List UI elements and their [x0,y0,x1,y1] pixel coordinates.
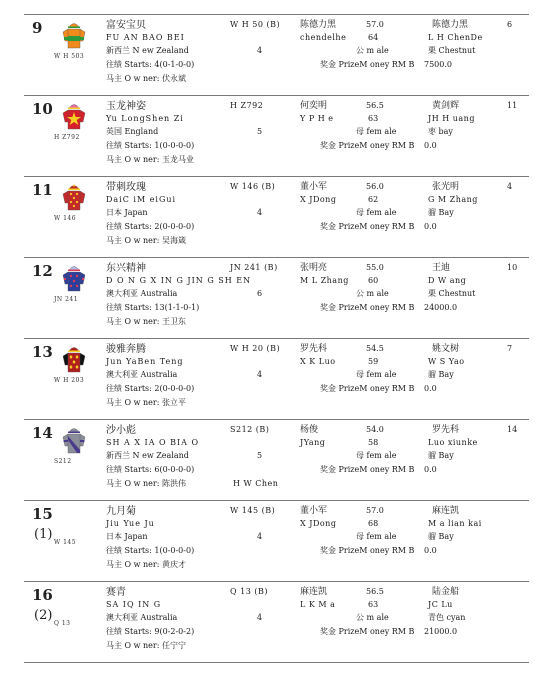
horse-brand: W 146 (B) [230,182,276,191]
jockey-name-cn: 杨俊 [300,425,319,435]
horse-entry [24,500,529,581]
horse-name-cn: 带刺玫瑰 [106,182,146,193]
horse-sex: 公 m ale [356,46,389,55]
horse-colour: 骝 Bay [428,208,454,217]
jockey-name-en: JYang [300,438,326,447]
horse-sex: 公 m ale [356,289,389,298]
horse-name-pinyin: Yu LongShen Zi [106,114,184,123]
horse-brand: Q 13 (B) [230,587,268,596]
horse-number: 16 [32,586,53,604]
jockey-name-cn: 张明亮 [300,263,328,273]
jockey-silks-icon [60,343,88,373]
carried-weight: 55.0 [366,263,384,272]
horse-code: Q 13 [54,620,71,627]
trainer-name-cn: 陆金船 [432,587,460,597]
barrier-draw: 11 [507,101,518,110]
horse-code: H Z792 [54,134,80,141]
jockey-name-en: Y P H e [300,114,334,123]
prize-label: 奖金 PrizeM oney RM B [320,141,415,150]
horse-name-cn: 玉龙神姿 [106,101,146,112]
horse-country: 新西兰 N ew Zealand [106,46,189,55]
horse-country: 日本 Japan [106,208,148,217]
horse-age: 4 [257,613,263,622]
jockey-name-en: X JDong [300,519,337,528]
horse-name-cn: 骏雅奔腾 [106,344,146,355]
horse-name-cn: 富安宝贝 [106,20,146,31]
prize-label: 奖金 PrizeM oney RM B [320,384,415,393]
carried-weight: 56.5 [366,587,384,596]
prize-money: 21000.0 [424,627,458,636]
prize-label: 奖金 PrizeM oney RM B [320,60,415,69]
prize-money: 7500.0 [424,60,452,69]
horse-number: 11 [32,181,53,199]
trainer-name-en: JC Lu [428,600,453,609]
horse-entry [24,581,529,663]
horse-code: W 146 [54,215,77,222]
horse-country: 日本 Japan [106,532,148,541]
horse-name-pinyin: Jun YaBen Teng [106,357,184,366]
horse-owner: 马主 O w ner: 王卫东 [106,317,186,326]
carried-weight: 56.0 [366,182,384,191]
horse-starts: 往绩 Starts: 1(0-0-0-0) [106,546,195,555]
horse-name-pinyin: SA IQ IN G [106,600,162,609]
jockey-name-cn: 董小军 [300,506,328,516]
horse-starts: 往绩 Starts: 1(0-0-0-0) [106,141,195,150]
horse-country: 澳大利亚 Australia [106,370,178,379]
horse-brand: W H 50 (B) [230,20,281,29]
horse-sex: 母 fem ale [356,208,397,217]
barrier-draw: 6 [507,20,513,29]
carried-weight: 56.5 [366,101,384,110]
horse-age: 4 [257,208,263,217]
horse-brand: W 145 (B) [230,506,276,515]
prize-money: 24000.0 [424,303,458,312]
horse-sex: 母 fem ale [356,127,397,136]
horse-name-pinyin: SH A X IA O BIA O [106,438,200,447]
prize-label: 奖金 PrizeM oney RM B [320,303,415,312]
horse-colour: 骝 Bay [428,532,454,541]
horse-rating: 60 [368,276,379,285]
prize-label: 奖金 PrizeM oney RM B [320,627,415,636]
barrier-draw: 10 [507,263,518,272]
trainer-name-en: JH H uang [428,114,475,123]
trainer-name-cn: 罗先科 [432,425,460,435]
horse-country: 澳大利亚 Australia [106,613,178,622]
jockey-name-cn: 董小军 [300,182,328,192]
jockey-silks-icon [60,586,88,616]
horse-sex: 公 m ale [356,613,389,622]
jockey-silks-icon [60,19,88,49]
jockey-name-cn: 何奕明 [300,101,328,111]
horse-starts: 往绩 Starts: 2(0-0-0-0) [106,222,195,231]
horse-name-cn: 东兴精神 [106,263,146,274]
trainer-name-cn: 姚文树 [432,344,460,354]
jockey-name-en: chendelhe [300,33,347,42]
horse-rating: 68 [368,519,379,528]
jockey-silks-icon [60,424,88,454]
prize-label: 奖金 PrizeM oney RM B [320,546,415,555]
trainer-name-en: M a lian kai [428,519,482,528]
horse-starts: 往绩 Starts: 4(0-1-0-0) [106,60,195,69]
horse-starts: 往绩 Starts: 2(0-0-0-0) [106,384,195,393]
horse-age: 5 [257,451,263,460]
horse-rating: 64 [368,33,379,42]
horse-brand: JN 241 (B) [230,263,278,272]
horse-sex: 母 fem ale [356,370,397,379]
horse-rating: 58 [368,438,379,447]
horse-colour: 骝 Bay [428,370,454,379]
horse-code: W H 503 [54,53,85,60]
horse-name-pinyin: D O N G X IN G JIN G SH EN [106,276,252,285]
trainer-name-cn: 黄剑辉 [432,101,460,111]
horse-name-pinyin: DaiC iM eiGui [106,195,177,204]
trainer-extra: H W Chen [233,479,279,488]
trainer-name-en: G M Zhang [428,195,478,204]
horse-entry [24,176,529,257]
horse-age: 5 [257,127,263,136]
horse-age: 4 [257,46,263,55]
horse-sex: 母 fem ale [356,451,397,460]
horse-entry [24,95,529,176]
barrier-note: (1) [34,527,53,542]
horse-entry [24,419,529,500]
horse-country: 澳大利亚 Australia [106,289,178,298]
horse-entry [24,257,529,338]
horse-rating: 62 [368,195,379,204]
horse-owner: 马主 O w ner: 任宁宁 [106,641,186,650]
trainer-name-cn: 麻连凯 [432,506,460,516]
trainer-name-en: D W ang [428,276,467,285]
horse-age: 6 [257,289,263,298]
trainer-name-cn: 张光明 [432,182,460,192]
horse-number: 10 [32,100,53,118]
horse-code: W H 203 [54,377,85,384]
horse-colour: 栗 Chestnut [428,289,476,298]
horse-name-cn: 沙小彪 [106,425,136,436]
horse-code: S212 [54,458,72,465]
jockey-name-en: X K Luo [300,357,336,366]
horse-number: 9 [32,19,43,37]
horse-number: 13 [32,343,53,361]
horse-owner: 马主 O w ner: 张立平 [106,398,186,407]
horse-name-pinyin: Jiu Yue Ju [106,519,155,528]
horse-name-cn: 赛青 [106,587,126,598]
trainer-name-cn: 王迪 [432,263,451,273]
barrier-draw: 14 [507,425,518,434]
horse-sex: 母 fem ale [356,532,397,541]
trainer-name-en: Luo xiunke [428,438,478,447]
horse-brand: H Z792 [230,101,264,110]
prize-money: 0.0 [424,546,437,555]
horse-number: 12 [32,262,53,280]
barrier-draw: 7 [507,344,513,353]
jockey-silks-icon [60,100,88,130]
horse-code: W 145 [54,539,77,546]
trainer-name-en: W S Yao [428,357,465,366]
jockey-silks-icon [60,505,88,535]
horse-name-pinyin: FU AN BAO BEI [106,33,185,42]
prize-money: 0.0 [424,465,437,474]
jockey-name-en: X JDong [300,195,337,204]
horse-colour: 骝 Bay [428,451,454,460]
carried-weight: 54.5 [366,344,384,353]
prize-money: 0.0 [424,222,437,231]
prize-label: 奖金 PrizeM oney RM B [320,222,415,231]
jockey-name-cn: 麻连凯 [300,587,328,597]
trainer-name-cn: 陈德力黑 [432,20,469,30]
jockey-name-cn: 罗先科 [300,344,328,354]
horse-number: 15 [32,505,53,523]
horse-name-cn: 九月菊 [106,506,136,517]
horse-rating: 63 [368,600,379,609]
horse-colour: 枣 bay [428,127,453,136]
horse-owner: 马主 O w ner: 玉龙马业 [106,155,194,164]
horse-colour: 青色 cyan [428,613,466,622]
horse-entry [24,338,529,419]
horse-owner: 马主 O w ner: 吴海箴 [106,236,186,245]
horse-starts: 往绩 Starts: 13(1-1-0-1) [106,303,200,312]
horse-country: 新西兰 N ew Zealand [106,451,189,460]
jockey-name-cn: 陈德力黑 [300,20,337,30]
carried-weight: 57.0 [366,506,384,515]
horse-code: JN 241 [54,296,79,303]
prize-label: 奖金 PrizeM oney RM B [320,465,415,474]
horse-entry [24,14,529,95]
horse-rating: 59 [368,357,379,366]
jockey-silks-icon [60,262,88,292]
jockey-name-en: L K M a [300,600,336,609]
horse-age: 4 [257,532,263,541]
horse-number: 14 [32,424,53,442]
horse-rating: 63 [368,114,379,123]
horse-age: 4 [257,370,263,379]
horse-starts: 往绩 Starts: 6(0-0-0-0) [106,465,195,474]
horse-country: 英国 England [106,127,159,136]
jockey-silks-icon [60,181,88,211]
prize-money: 0.0 [424,141,437,150]
prize-money: 0.0 [424,384,437,393]
horse-owner: 马主 O w ner: 黄庆才 [106,560,186,569]
horse-brand: S212 (B) [230,425,270,434]
horse-owner: 马主 O w ner: 伏永斌 [106,74,186,83]
horse-brand: W H 20 (B) [230,344,281,353]
barrier-draw: 4 [507,182,513,191]
carried-weight: 54.0 [366,425,384,434]
horse-colour: 栗 Chestnut [428,46,476,55]
jockey-name-en: M L Zhang [300,276,349,285]
carried-weight: 57.0 [366,20,384,29]
horse-starts: 往绩 Starts: 9(0-2-0-2) [106,627,195,636]
trainer-name-en: L H ChenDe [428,33,483,42]
barrier-note: (2) [34,608,53,623]
horse-owner: 马主 O w ner: 陈洪伟 [106,479,186,488]
